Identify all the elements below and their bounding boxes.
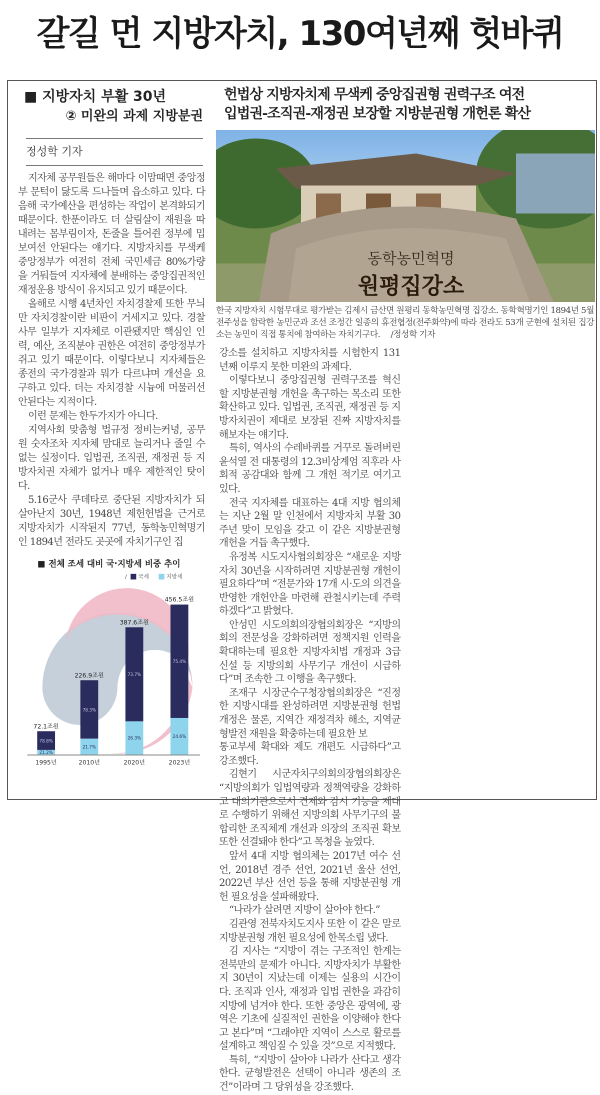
chart-title: ■ 전체 조세 대비 국·지방세 비중 추이	[37, 558, 181, 569]
subheadline-line: 입법권-조직권-재정권 보장할 지방분권형 개헌론 확산	[224, 106, 531, 122]
body-columns	[216, 347, 596, 1095]
paragraph: “나라가 살려면 지방이 살아야 한다.”	[229, 905, 380, 917]
bar-label-national: 78.3%	[82, 707, 96, 713]
right-area	[216, 86, 596, 1094]
byline: 정성학 기자	[26, 145, 83, 158]
paragraph: 지자체 공무원들은 해마다 이맘때면 중앙정부 문턱이 닳도록 드나들며 읍소하고 있다. 다음해 국가예산을 편성하는 작업이 본격화되기 때문이다. 한푼이라도 더 살림살이 재원을 따내려는 몸부림이자, 돈줄을 틀어쥔 정부에 밉보여선 안된다는 얘기다. 지방자치를 무색케 중앙정부가 여전히 전체 국민세금 80%가량을 거둬들여 지자체에 분배하는 중앙집권적인 재정운용 방식이 유지되고 있기 때문이다.	[18, 173, 205, 296]
bar-total-label: 226.9조원	[74, 672, 104, 680]
bar-label-national: 73.7%	[127, 672, 142, 678]
tax-share-chart	[14, 556, 204, 770]
paragraph: 앞서 4대 지방 협의체는 2017년 여수 선언, 2018년 경주 선언, 2021년 울산 선언, 2022년 부산 선언 등을 통해 지방분권형 개헌 필요성을 설파해왔다.	[219, 850, 401, 903]
stone-inscription: 원평집강소	[357, 273, 465, 300]
paragraph: 특히, “지방이 살아야 나라가 산다고 생각한다. 균형발전은 선택이 아니라 생존의 조건”이라며 그 당위성을 강조했다.	[219, 1054, 401, 1094]
bar-total-label: 456.5조원	[164, 596, 195, 604]
x-tick-label: 2023년	[168, 759, 191, 767]
photo-caption: 한국 지방자치 시험무대로 평가받는 김제시 금산면 원평리 동학농민혁명 집강소. 동학혁명기인 1894년 5월 전주성을 함락한 농민군과 조선 조정간 일종의 휴전협정(전주화약)에 따라 전라도 53개 군현에 설치된 집강소는 농민이 직접 통치에 참여하는 자치기구다. /정성학 기자	[216, 306, 594, 340]
series-subtitle: ② 미완의 과제 지방분권	[65, 109, 203, 124]
paragraph: 김관영 전북자치도지사 또한 이 같은 말로 지방분권형 개헌 필요성에 한목소립 냈다.	[219, 918, 401, 944]
x-tick-label: 1995년	[35, 759, 57, 767]
bar-label-local: 21.7%	[82, 744, 96, 750]
taeguk-background	[42, 588, 195, 754]
article-photo	[216, 130, 595, 302]
subheadline	[216, 86, 596, 124]
left-column-text	[14, 172, 207, 550]
legend-swatch-local	[159, 574, 165, 580]
paragraph: 조재구 시장군수구청장협의회장은 “진정한 지방시대를 완성하려면 지방분권형 헌법 개정은 물론, 지역간 재정격차 해소, 지역균형발전 재원을 확충하는데 필요한 보	[219, 687, 401, 740]
left-area	[14, 88, 207, 796]
paragraph: 전국 지자체를 대표하는 4대 지방 협의체는 지난 2월 말 인천에서 지방자치 부활 30주년 맞이 모임을 갖고 이 같은 지방분권형 개헌을 거듭 촉구했다.	[219, 497, 401, 550]
bar-label-local: 26.3%	[127, 735, 142, 741]
divider	[26, 138, 203, 139]
bar-label-local: 21.2%	[39, 749, 53, 755]
legend-swatch-national	[131, 574, 137, 580]
paragraph: 안성민 시도의회의장협의회장은 “지방의회의 전문성을 강화하려면 정책지원 인력을 확대하는데 필요한 지방자치법 개정과 3급 신설 등 지방의회 사무기구 개선이 시급하다”며 조속한 그 이행을 촉구했다.	[219, 619, 401, 686]
paragraph: 김 지사는 “지방이 겪는 구조적인 한계는 전북만의 문제가 아니다. 지방자치가 부활한지 30년이 지났는데 이제는 실용의 시간이다. 조직과 인사, 재정과 입법 권한을 과감히 지방에 넘겨야 한다. 또한 중앙은 광역에, 광역은 기초에 실질적인 권한을 이양해야 한다고 본다”며 “그래야만 지역이 스스로 활로를 설계하고 책임질 수 있을 것”으로 지적했다.	[219, 946, 401, 1053]
paragraph: 통교부세 확대와 제도 개편도 시급하다”고 강조했다.	[219, 742, 401, 767]
series-label	[14, 88, 207, 126]
bar-label-national: 75.4%	[172, 659, 187, 665]
headline: 갈길 먼 지방자치, 130여년째 헛바퀴	[36, 14, 564, 54]
legend-prefix: /	[124, 574, 127, 581]
paragraph: 올해로 시행 4년차인 자치경찰제 또한 무늬만 자치경찰이란 비판이 거세지고 있다. 경찰사무 일부가 지자체로 이관됐지만 핵심인 인력, 예산, 조직분야 권한은 여전히 중앙정부가 쥐고 있기 때문이다. 이렇다보니 지자체들은 종전의 국가경찰과 뭐가 다르냐며 개선을 요구하고 있다. 더는 자치경찰 시늉에 머물러선 안된다는 지적이다.	[18, 299, 205, 408]
bar-label-national: 78.8%	[39, 738, 53, 744]
series-title: ■ 지방자치 부활 30년	[24, 89, 166, 105]
bar-total-label: 387.6조원	[119, 619, 149, 627]
paragraph: 김현기 시군자치구의회의장협의회장은 “지방의회가 입법역량과 정책역량을 강화하고 대의기관으로서 견제와 감시 기능을 제대로 수행하기 위해선 지방의회 사무기구의 불합리한 조직체계 개선과 의장의 조직권 확보 또한 선결돼야 한다”고 목청을 높였다.	[219, 769, 401, 849]
paragraph: 강소를 설치하고 지방자치를 시험한지 131년째 이루지 못한 미완의 과제다.	[219, 348, 401, 373]
bar-label-local: 24.6%	[172, 733, 187, 739]
paragraph: 유정복 시도지사협의회장은 “새로운 지방자치 30년을 시작하려면 지방분권형 개헌이 필요하다”며 “전문가와 17개 시·도의 의견을 반영한 개헌안을 마련해 관철시키는데 주력하겠다”고 밝혔다.	[219, 551, 401, 618]
subheadline-line: 헌법상 지방자치제 무색케 중앙집권형 권력구조 여전	[224, 87, 525, 103]
paragraph: 특히, 역사의 수레바퀴를 거꾸로 돌려버린 윤석열 전 대통령의 12.3비상계엄 직후라 사회적 공감대와 함께 그 개헌 적기로 여기고 있다.	[219, 443, 401, 495]
chart-legend	[125, 573, 183, 581]
divider	[26, 165, 203, 166]
paragraph: 이런 문제는 한두가지가 아니다.	[28, 411, 158, 422]
bar-total-label: 72.1조원	[33, 723, 59, 731]
x-tick-label: 2020년	[123, 759, 146, 767]
paragraph: 5.16군사 쿠데타로 중단된 지방자치가 되살아난지 30년, 1948년 제헌헌법을 근거로 지방자치가 시작된지 77년, 동학농민혁명기인 1894년 전라도 곳곳에 자치기구인 집	[18, 495, 205, 548]
legend-label-national: 국세	[138, 574, 149, 581]
x-tick-label: 2010년	[78, 759, 100, 767]
paragraph: 이렇다보니 중앙집권형 권력구조를 혁신할 지방분권형 개헌을 촉구하는 목소리 또한 확산하고 있다. 입법권, 조직권, 재정권 등 지방자치권이 제대로 보장된 진짜 지방자치를 해보자는 얘기다.	[219, 375, 401, 441]
stone-inscription: 동학농민혁명	[367, 249, 455, 268]
legend-label-local: 지방세	[166, 574, 183, 581]
paragraph: 지역사회 맞춤형 법규정 정비는커녕, 공무원 숫자조차 지자체 맘대로 늘리거나 줄일 수 없는 실정이다. 입법권, 조직권, 재정권 등 지방자치권 자체가 없거나 매우 제한적인 탓이다.	[18, 425, 205, 492]
